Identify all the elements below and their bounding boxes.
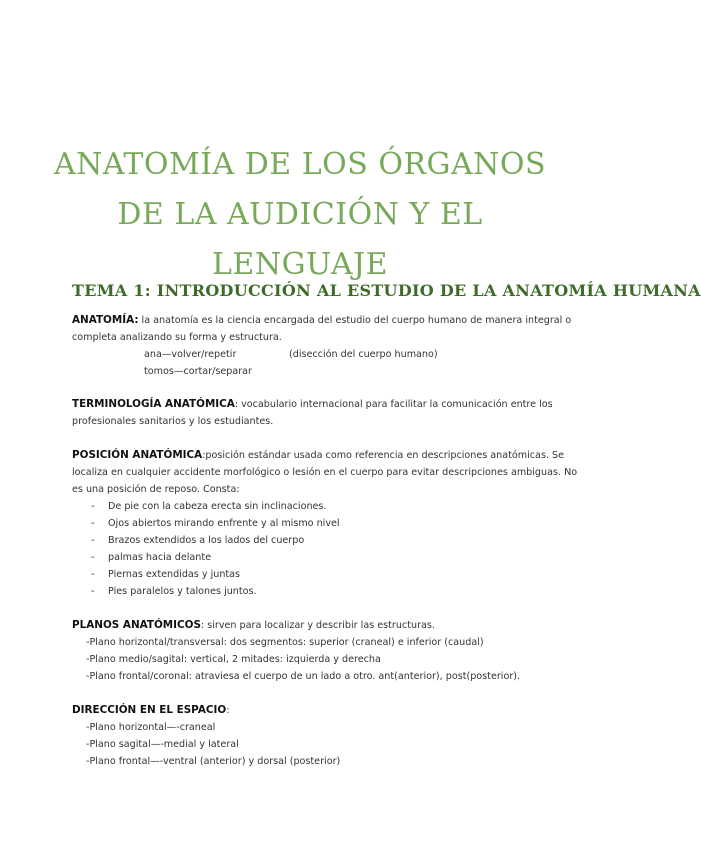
etymology-tomos: tomos—cortar/separar bbox=[144, 366, 252, 377]
planos-paragraph bbox=[72, 617, 532, 685]
list-item: - palmas hacia delante bbox=[72, 549, 532, 566]
planos-text-1: : sirven para localizar y describir las estructuras. bbox=[200, 620, 435, 631]
posicion-list bbox=[72, 498, 532, 600]
etymology-note: (disección del cuerpo humano) bbox=[289, 349, 438, 360]
direccion-colon: : bbox=[226, 705, 230, 716]
list-item: - De pie con la cabeza erecta sin inclinaciones. bbox=[72, 498, 532, 515]
list-item: -Plano frontal/coronal: atraviesa el cuerpo de un lado a otro. ant(anterior), post(posterior). bbox=[86, 671, 521, 682]
anatomia-paragraph bbox=[72, 312, 572, 380]
posicion-text-2: localiza en cualquier accidente morfológico o lesión en el cuerpo para evitar descripciones ambiguas. No bbox=[72, 467, 578, 478]
planos-label: PLANOS ANATÓMICOS bbox=[72, 619, 201, 631]
list-item: - Piernas extendidas y juntas bbox=[72, 566, 532, 583]
etymology-row-1 bbox=[72, 346, 532, 363]
list-item: - Ojos abiertos mirando enfrente y al mismo nivel bbox=[72, 515, 532, 532]
list-item: - Pies paralelos y talones juntos. bbox=[72, 583, 532, 600]
posicion-paragraph bbox=[72, 447, 578, 600]
terminologia-paragraph bbox=[72, 396, 553, 430]
posicion-text-3: es una posición de reposo. Consta: bbox=[72, 484, 240, 495]
direccion-paragraph bbox=[72, 702, 532, 770]
list-item: - Brazos extendidos a los lados del cuerpo bbox=[72, 532, 532, 549]
posicion-label: POSICIÓN ANATÓMICA bbox=[72, 449, 203, 461]
list-item: -Plano sagital—-medial y lateral bbox=[86, 739, 239, 750]
terminologia-label: TERMINOLOGÍA ANATÓMICA bbox=[72, 398, 235, 410]
direccion-label: DIRECCIÓN EN EL ESPACIO bbox=[72, 704, 227, 716]
terminologia-text-2: profesionales sanitarios y los estudiantes. bbox=[72, 416, 274, 427]
document-title-line-2: LENGUAJE bbox=[212, 247, 388, 283]
anatomia-label: ANATOMÍA: bbox=[72, 314, 139, 326]
list-item: -Plano horizontal/transversal: dos segmentos: superior (craneal) e inferior (caudal) bbox=[86, 637, 484, 648]
anatomia-text-1: la anatomía es la ciencia encargada del estudio del cuerpo humano de manera integral o bbox=[138, 315, 572, 326]
posicion-text-1: :posición estándar usada como referencia en descripciones anatómicas. Se bbox=[202, 450, 565, 461]
list-item: -Plano medio/sagital: vertical, 2 mitades: izquierda y derecha bbox=[86, 654, 381, 665]
anatomia-text-2: completa analizando su forma y estructura. bbox=[72, 332, 282, 343]
etymology-ana: ana—volver/repetir bbox=[144, 349, 237, 360]
document-title bbox=[40, 140, 560, 290]
list-item: -Plano frontal—-ventral (anterior) y dorsal (posterior) bbox=[86, 756, 341, 767]
list-item: -Plano horizontal—-craneal bbox=[86, 722, 216, 733]
document-title-line-1: ANATOMÍA DE LOS ÓRGANOS DE LA AUDICIÓN Y EL bbox=[53, 147, 547, 233]
terminologia-text-1: : vocabulario internacional para facilitar la comunicación entre los bbox=[234, 399, 553, 410]
section-heading: TEMA 1: INTRODUCCIÓN AL ESTUDIO DE LA ANATOMÍA HUMANA bbox=[72, 281, 701, 301]
